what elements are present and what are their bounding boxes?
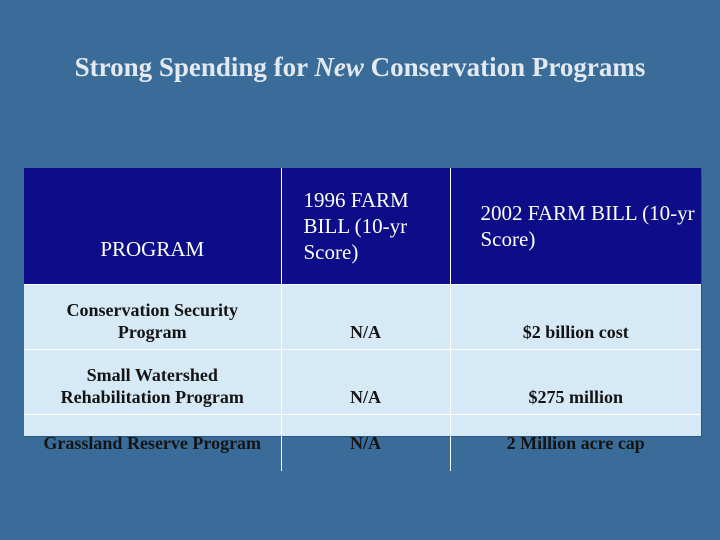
header-1996-farm-bill: 1996 FARM BILL (10-yr Score): [281, 168, 450, 285]
title-emphasis: New: [314, 52, 364, 82]
table-row: [24, 350, 701, 415]
table-row: [24, 415, 701, 472]
score-2002-cell: 2 Million acre cap: [450, 415, 701, 472]
program-name-cell: Grassland Reserve Program: [24, 415, 281, 472]
title-suffix: Conservation Programs: [363, 52, 646, 82]
score-1996-cell: N/A: [281, 285, 450, 350]
score-2002-cell: $275 million: [450, 350, 701, 415]
programs-table: [24, 168, 701, 453]
table-row: [24, 285, 701, 350]
slide-title: [0, 52, 720, 83]
title-prefix: Strong Spending for: [74, 52, 315, 82]
score-1996-cell: N/A: [281, 415, 450, 472]
score-1996-cell: N/A: [281, 350, 450, 415]
table-header-row: [24, 168, 701, 285]
header-2002-farm-bill: 2002 FARM BILL (10-yr Score): [450, 168, 701, 285]
header-program: PROGRAM: [24, 168, 281, 285]
program-name-cell: Conservation Security Program: [24, 285, 281, 350]
program-name-cell: Small Watershed Rehabilitation Program: [24, 350, 281, 415]
score-2002-cell: $2 billion cost: [450, 285, 701, 350]
